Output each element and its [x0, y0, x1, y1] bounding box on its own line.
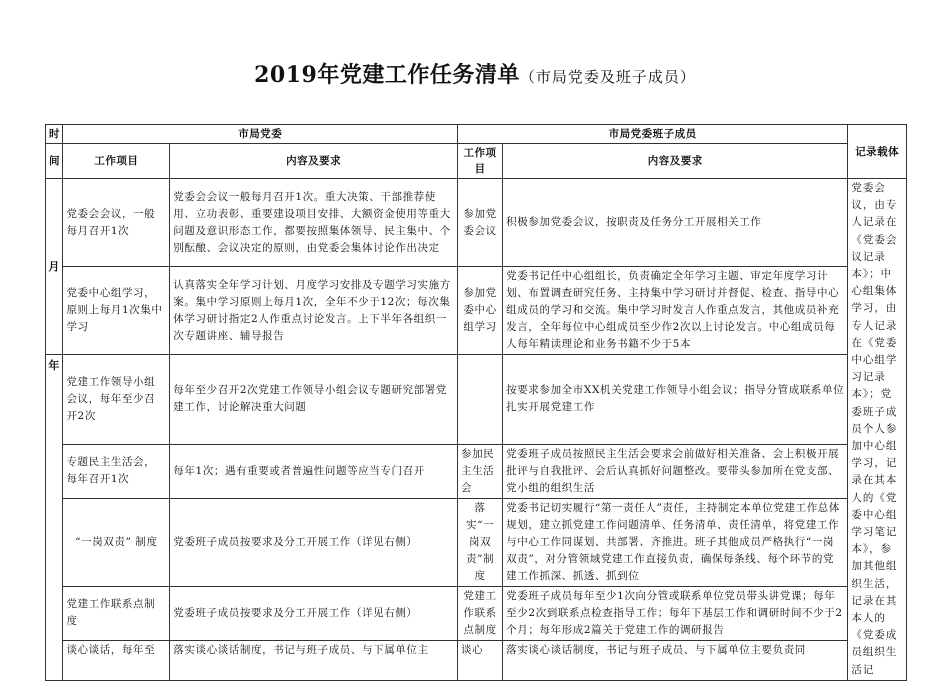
member-work-item-cell: 党建工作联系点制度 — [457, 586, 502, 640]
member-content-cell: 党委书记任中心组组长，负责确定全年学习主题、审定年度学习计划、布置调查研究任务、主持集中学习研讨并督促、检查、指导中心组成员的学习和交流。集中学习时发言人作重点发言，其他成员补充发言，全年每位中心组成员至少作2次以上讨论发言。中心组成员每人每年精读理论和业务书籍不少于5本 — [503, 267, 848, 355]
member-content-cell: 按要求参加全市XX机关党建工作领导小组会议；指导分管成联系单位扎实开展党建工作 — [503, 355, 848, 445]
member-content-cell: 落实谈心谈话制度，书记与班子成员、与下属单位主要负责同 — [503, 640, 848, 680]
work-item-cell: 党建工作领导小组会议，每年至少召开2次 — [63, 355, 170, 445]
task-list-sheet — [45, 124, 907, 676]
member-work-item-cell: 参加民主生活会 — [457, 444, 502, 498]
work-item-cell: “一岗双责” 制度 — [63, 498, 170, 586]
content-cell: 党委班子成员按要求及分工开展工作（详见右侧） — [170, 498, 458, 586]
time-cell-month: 月 — [46, 179, 63, 355]
member-content-header: 内容及要求 — [503, 144, 848, 179]
content-cell: 每年1次；遇有重要或者普遍性问题等应当专门召开 — [170, 444, 458, 498]
table-row — [46, 444, 907, 498]
member-content-cell: 党委书记切实履行“第一责任人”责任，主持制定本单位党建工作总体规划，建立抓党建工作问题清单、任务清单、责任清单，将党建工作与中心工作同谋划、共部署、齐推进。班子其他成员严格执行“一岗双责”，对分管领域党建工作直接负责，确保每条线、每个环节的党建工作抓深、抓透、抓到位 — [503, 498, 848, 586]
member-work-item-cell — [457, 355, 502, 445]
record-carrier-cell: 党委会议，由专人记录在《党委会议记录本》；中心组集体学习，由专人记录在《党委中心组学习记录本》；党委班子成员个人参加中心组学习，记录在其本人的《党委中心组学习笔记本》，参加其他组织生活，记录在其本人的《党委成员组织生活记 — [848, 179, 907, 681]
document-title — [0, 58, 950, 89]
time-header-bottom: 间 — [46, 144, 63, 179]
member-work-item-cell: 参加党委会议 — [457, 179, 502, 267]
content-cell: 党委班子成员按要求及分工开展工作（详见右侧） — [170, 586, 458, 640]
work-item-cell: 党委会会议，一般每月召开1次 — [63, 179, 170, 267]
table-row — [46, 267, 907, 355]
time-cell-year: 年 — [46, 355, 63, 681]
content-cell: 认真落实全年学习计划、月度学习安排及专题学习实施方案。集中学习原则上每月1次，全年不少于12次；每次集体学习研讨指定2人作重点讨论发言。上下半年各组织一次专题讲座、辅导报告 — [170, 267, 458, 355]
work-item-header: 工作项目 — [63, 144, 170, 179]
member-content-cell: 积极参加党委会议，按职责及任务分工开展相关工作 — [503, 179, 848, 267]
table-row — [46, 179, 907, 267]
content-cell: 落实谈心谈话制度，书记与班子成员、与下属单位主 — [170, 640, 458, 680]
member-work-item-cell: 谈心 — [457, 640, 502, 680]
record-carrier-header: 记录载体 — [848, 125, 907, 179]
content-cell: 党委会会议一般每月召开1次。重大决策、干部推荐使用、立功表彰、重要建设项目安排、大额资金使用等重大问题及意识形态工作，都要按照集体领导、民主集中、个别酝酿、会议决定的原则，由党委会集体讨论作出决定 — [170, 179, 458, 267]
member-work-item-cell: 参加党委中心组学习 — [457, 267, 502, 355]
work-item-cell: 专题民主生活会，每年召开1次 — [63, 444, 170, 498]
work-item-cell: 党建工作联系点制度 — [63, 586, 170, 640]
member-work-item-header: 工作项目 — [457, 144, 502, 179]
time-header-top: 时 — [46, 125, 63, 144]
work-item-cell: 谈心谈话，每年至 — [63, 640, 170, 680]
task-list-table — [45, 124, 907, 681]
table-row — [46, 640, 907, 680]
table-row — [46, 355, 907, 445]
member-content-cell: 党委班子成员每年至少1次向分管或联系单位党员带头讲党课；每年至少2次到联系点检查指导工作；每年下基层工作和调研时间不少于2个月；每年形成2篇关于党建工作的调研报告 — [503, 586, 848, 640]
title-main: 2019年党建工作任务清单 — [254, 62, 520, 88]
member-content-cell: 党委班子成员按照民主生活会要求会前做好相关准备、会上积极开展批评与自我批评、会后认真抓好问题整改。要带头参加所在党支部、党小组的组织生活 — [503, 444, 848, 498]
content-header: 内容及要求 — [170, 144, 458, 179]
table-row — [46, 498, 907, 586]
content-cell: 每年至少召开2次党建工作领导小组会议专题研究部署党建工作，讨论解决重大问题 — [170, 355, 458, 445]
table-row — [46, 586, 907, 640]
member-work-item-cell: 落实“一岗双责”制度 — [457, 498, 502, 586]
work-item-cell: 党委中心组学习，原则上每月1次集中学习 — [63, 267, 170, 355]
members-header: 市局党委班子成员 — [457, 125, 847, 144]
title-subtitle: （市局党委及班子成员） — [519, 68, 696, 86]
party-committee-header: 市局党委 — [63, 125, 458, 144]
